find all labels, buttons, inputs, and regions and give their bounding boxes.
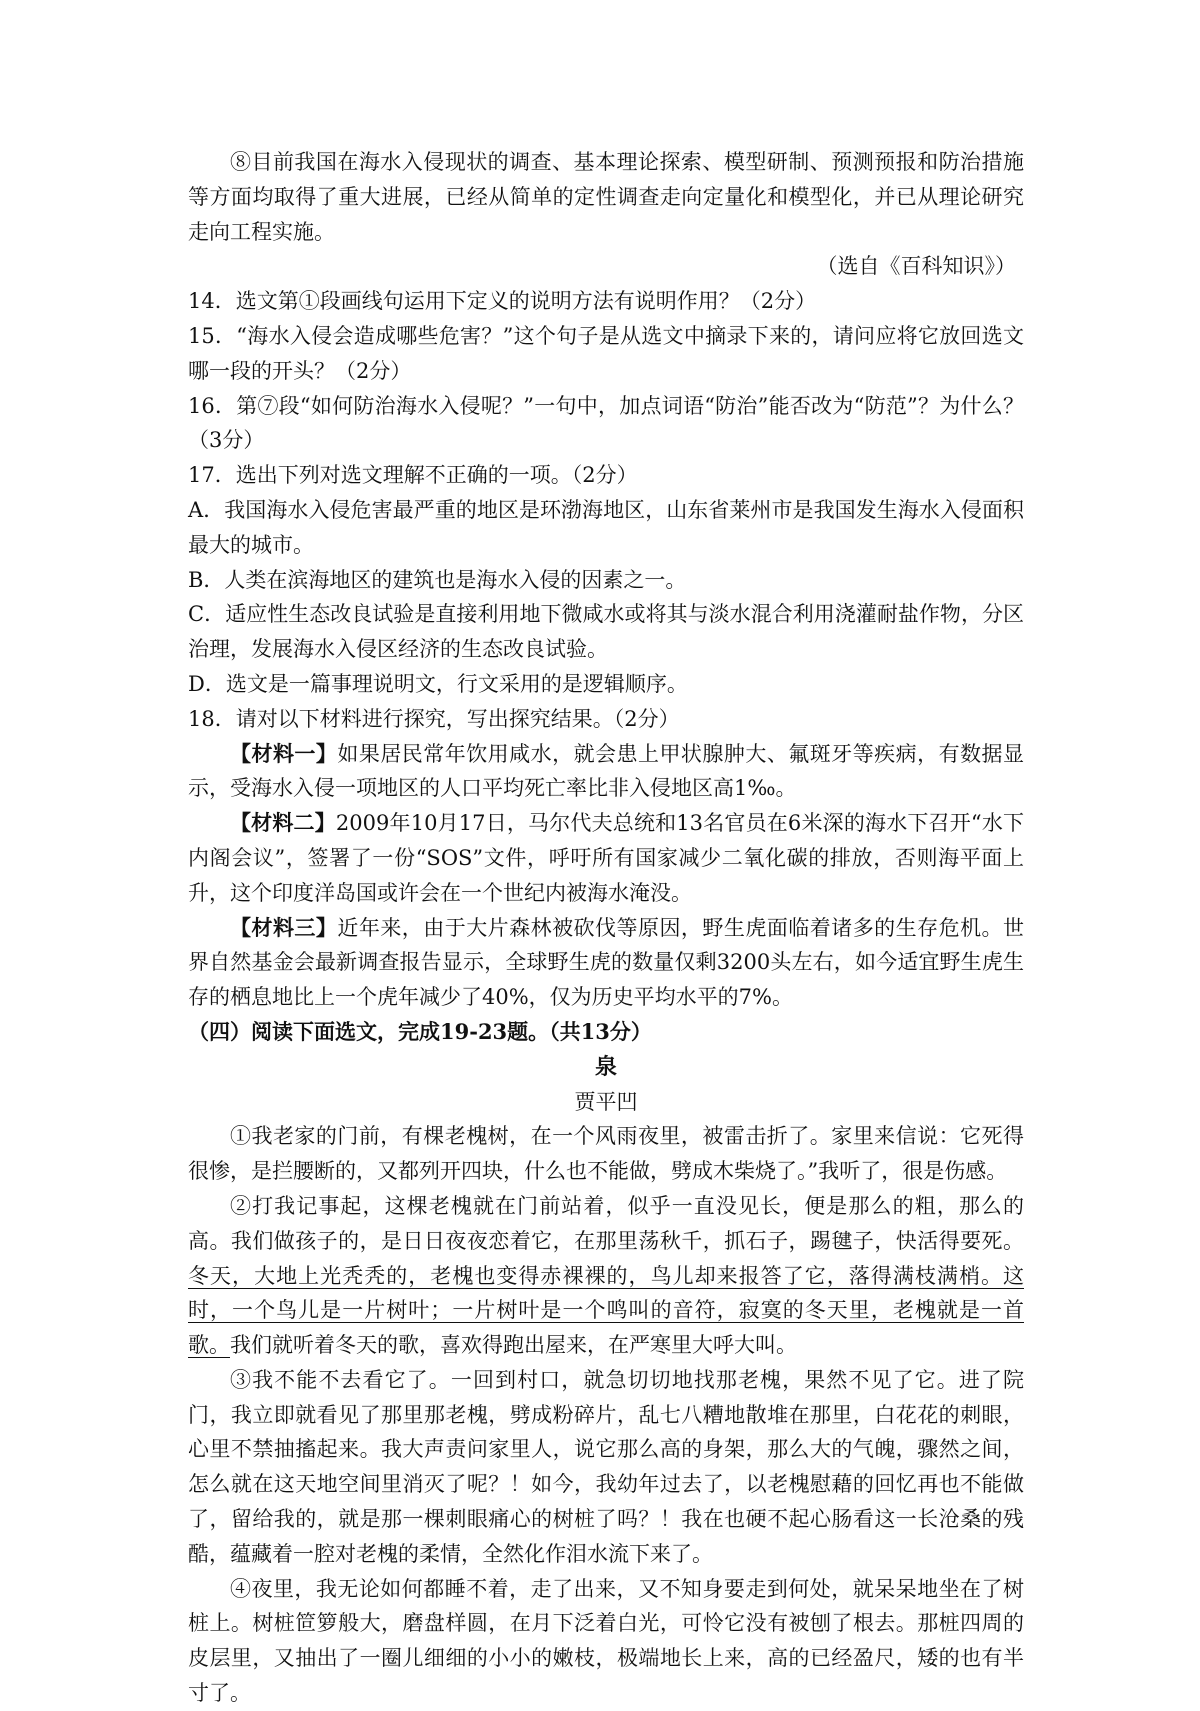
material-1 [188, 737, 1024, 807]
question-18: 18．请对以下材料进行探究，写出探究结果。（2分） [188, 706, 680, 731]
exam-page [188, 145, 1024, 1711]
question-16: 16．第⑦段“如何防治海水入侵呢？”一句中，加点词语“防治”能否改为“防范”？为什么？（3分） [188, 393, 1024, 453]
source-citation: （选自《百科知识》） [816, 254, 1016, 279]
reading-author: 贾平凹 [574, 1089, 638, 1114]
material-2-label: 【材料二】 [230, 810, 336, 836]
material-1-label: 【材料一】 [230, 740, 338, 766]
material-2-text: 2009年10月17日，马尔代夫总统和13名官员在6米深的海水下召开“水下内阁会议”，签署了一份“SOS”文件，呼吁所有国家减少二氧化碳的排放，否则海平面上升，这个印度洋岛国或许会在一个世纪内被海水淹没。 [188, 811, 1025, 905]
section-4-heading: （四）阅读下面选文，完成19-23题。（共13分） [188, 1018, 652, 1044]
question-14: 14．选文第①段画线句运用下定义的说明方法有说明作用？（2分） [188, 289, 817, 314]
reading-paragraph-1: ①我老家的门前，有棵老槐树，在一个风雨夜里，被雷击折了。家里来信说：它死得很惨，是拦腰断的，又都列开四块，什么也不能做，劈成木柴烧了。”我听了，很是伤感。 [188, 1124, 1024, 1184]
option-a: A．我国海水入侵危害最严重的地区是环渤海地区，山东省莱州市是我国发生海水入侵面积最大的城市。 [188, 497, 1024, 557]
option-b: B．人类在滨海地区的建筑也是海水入侵的因素之一。 [188, 567, 687, 592]
paragraph-8: ⑧目前我国在海水入侵现状的调查、基本理论探索、模型研制、预测预报和防治措施等方面均取得了重大进展，已经从简单的定性调查走向定量化和模型化，并已从理论研究走向工程实施。 [188, 150, 1024, 244]
question-17: 17．选出下列对选文理解不正确的一项。（2分） [188, 463, 638, 488]
question-15: 15．“海水入侵会造成哪些危害？”这个句子是从选文中摘录下来的，请问应将它放回选文哪一段的开头？（2分） [188, 323, 1024, 383]
material-1-text: 如果居民常年饮用咸水，就会患上甲状腺肿大、氟斑牙等疾病，有数据显示，受海水入侵一项地区的人口平均死亡率比非入侵地区高1‰。 [188, 741, 1025, 801]
option-c: C．适应性生态改良试验是直接利用地下微咸水或将其与淡水混合利用浇灌耐盐作物，分区治理，发展海水入侵区经济的生态改良试验。 [188, 602, 1024, 662]
material-2 [188, 806, 1024, 910]
reading-title: 泉 [594, 1053, 617, 1080]
material-3-label: 【材料三】 [230, 914, 338, 940]
material-3 [188, 911, 1024, 1015]
reading-paragraph-2-end: 我们就听着冬天的歌，喜欢得跑出屋来，在严寒里大呼大叫。 [230, 1333, 797, 1358]
reading-paragraph-3: ③我不能不去看它了。一回到村口，就急切切地找那老槐，果然不见了它。进了院门，我立即就看见了那里那老槐，劈成粉碎片，乱七八糟地散堆在那里，白花花的刺眼，心里不禁抽搐起来。我大声责问家里人，说它那么高的身架，那么大的气魄，骤然之间，怎么就在这天地空间里消灭了呢？！如今，我幼年过去了，以老槐慰藉的回忆再也不能做了，留给我的，就是那一棵刺眼痛心的树桩了吗？！我在也硬不起心肠看这一长沧桑的残酷，蕴藏着一腔对老槐的柔情，全然化作泪水流下来了。 [188, 1367, 1024, 1566]
reading-paragraph-2 [188, 1189, 1024, 1363]
reading-paragraph-2-start: ②打我记事起，这棵老槐就在门前站着，似乎一直没见长，便是那么的粗，那么的高。我们做孩子的，是日日夜夜恋着它，在那里荡秋千，抓石子，踢毽子，快活得要死。 [188, 1193, 1024, 1253]
option-d: D．选文是一篇事理说明文，行文采用的是逻辑顺序。 [188, 671, 688, 696]
material-3-text: 近年来，由于大片森林被砍伐等原因，野生虎面临着诸多的生存危机。世界自然基金会最新调查报告显示，全球野生虎的数量仅剩3200头左右，如今适宜野生虎生存的栖息地比上一个虎年减少了40%，仅为历史平均水平的7%。 [188, 915, 1025, 1010]
underlined-sentence: 冬天，大地上光秃秃的，老槐也变得赤裸裸的，鸟儿却来报答了它，落得满枝满梢。这时，一个鸟儿是一片树叶；一片树叶是一个鸣叫的音符，寂寞的冬天里，老槐就是一首歌。 [188, 1263, 1024, 1358]
reading-paragraph-4: ④夜里，我无论如何都睡不着，走了出来，又不知身要走到何处，就呆呆地坐在了树桩上。树桩笸箩般大，磨盘样圆，在月下泛着白光，可怜它没有被刨了根去。那桩四周的皮层里，又抽出了一圈儿细细的小小的嫩枝，极端地长上来，高的已经盈尺，矮的也有半寸了。 [188, 1576, 1024, 1706]
